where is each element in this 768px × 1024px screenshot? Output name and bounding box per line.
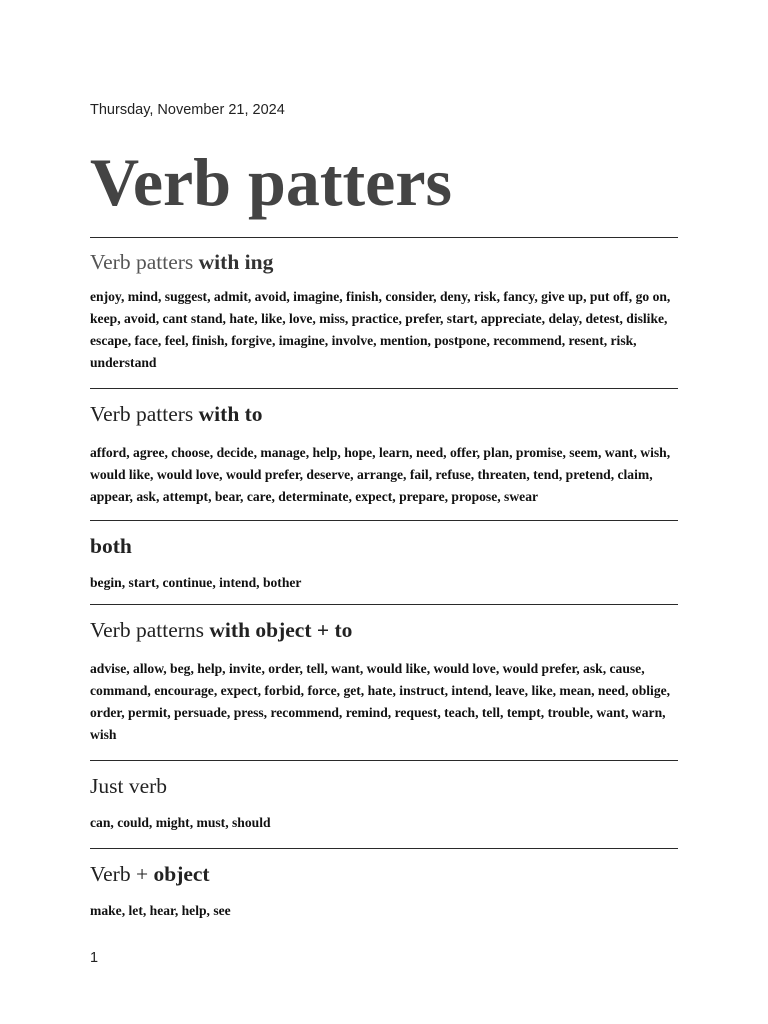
section-both: [90, 520, 678, 594]
section-heading: [90, 860, 678, 888]
heading-bold: with ing: [198, 250, 274, 274]
section-divider: [90, 848, 678, 849]
section-text: begin, start, continue, intend, bother: [90, 575, 302, 590]
section-divider: [90, 604, 678, 605]
section-with-ing: [90, 237, 678, 374]
heading-bold: with to: [198, 402, 263, 426]
section-divider: [90, 520, 678, 521]
section-divider: [90, 760, 678, 761]
heading-bold: both: [90, 534, 132, 558]
section-divider: [90, 237, 678, 238]
heading-bold: object: [153, 862, 210, 886]
section-text: enjoy, mind, suggest, admit, avoid, imagine, finish, consider, deny, risk, fancy, give up, put off, go on, keep, avoid, cant stand, hate, like, love, miss, practice, prefer, start, appreciate, delay, detest, dislike, escape, face, feel, finish, forgive, imagine, involve, mention, postpone, recommend, resent, risk, understand: [90, 289, 671, 370]
section-heading: [90, 772, 678, 800]
section-just-verb: [90, 760, 678, 834]
section-with-to: [90, 388, 678, 508]
section-text: can, could, might, must, should: [90, 815, 271, 830]
page-number: 1: [90, 950, 99, 966]
page-title: Verb patters: [90, 144, 452, 220]
section-text: advise, allow, beg, help, invite, order, tell, want, would like, would love, would prefer, ask, cause, command, encourage, expect, forbid, force, get, hate, instruct, intend, leave, like, mean, need, oblige, order, permit, persuade, press, recommend, remind, request, teach, tell, tempt, trouble, want, warn, wish: [90, 661, 671, 742]
section-text: make, let, hear, help, see: [90, 903, 231, 918]
section-heading: [90, 248, 678, 276]
heading-plain: Verb +: [90, 862, 154, 886]
date-line: Thursday, November 21, 2024: [90, 102, 285, 118]
section-text: afford, agree, choose, decide, manage, help, hope, learn, need, offer, plan, promise, seem, want, wish, would like, would love, would prefer, deserve, arrange, fail, refuse, threaten, tend, pretend, claim, appear, ask, attempt, bear, care, determinate, expect, prepare, propose, swear: [90, 445, 671, 504]
section-object-to: [90, 604, 678, 746]
section-heading: [90, 400, 678, 428]
section-heading: [90, 532, 678, 560]
heading-plain: Verb patterns: [90, 618, 210, 642]
heading-plain: Just verb: [90, 774, 168, 798]
section-divider: [90, 388, 678, 389]
heading-plain: Verb patters: [90, 250, 199, 274]
section-verb-object: [90, 848, 678, 922]
heading-bold: with object + to: [209, 618, 353, 642]
section-heading: [90, 616, 678, 644]
heading-plain: Verb patters: [90, 402, 199, 426]
